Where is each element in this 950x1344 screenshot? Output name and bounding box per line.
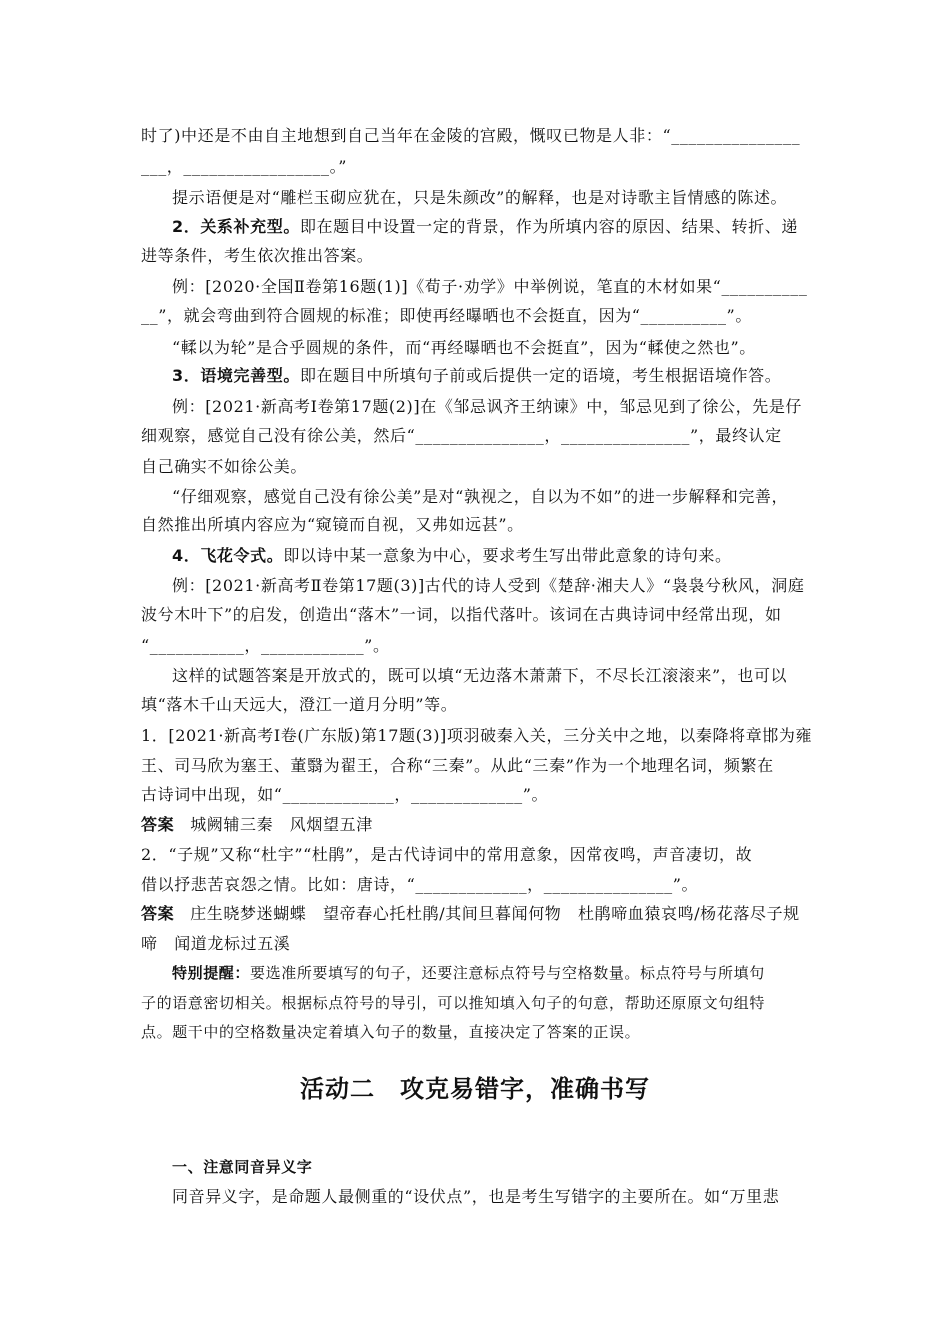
- answer-text: 城阙辅三秦 风烟望五津: [190, 815, 373, 834]
- text-line: 点。题干中的空格数量决定着填入句子的数量，直接决定了答案的正误。: [141, 1023, 641, 1041]
- text-line: “___________，____________”。: [141, 636, 390, 655]
- text-line: 细观察，感觉自己没有徐公美，然后“_______________，_______________”，最终认定: [141, 426, 782, 445]
- text-line: 这样的试题答案是开放式的，既可以填“无边落木萧萧下，不尽长江滚滚来”，也可以: [172, 666, 788, 685]
- text-line: 要选准所要填写的句子，还要注意标点符号与空格数量。标点符号与所填句: [250, 964, 765, 982]
- question-2: 2．“子规”又称“杜宇”“杜鹃”，是古代诗词中的常用意象，因常夜鸣，声音凄切，故: [141, 845, 753, 864]
- text-line: 例：[2020·全国Ⅱ卷第16题(1)]《荀子·劝学》中举例说，笔直的木材如果“__________: [172, 277, 808, 296]
- text-line: 提示语便是对“雕栏玉砌应犹在，只是朱颜改”的解释，也是对诗歌主旨情感的陈述。: [172, 188, 788, 207]
- tip-label: 特别提醒：: [172, 964, 251, 982]
- answer-text: 庄生晓梦迷蝴蝶 望帝春心托杜鹃/其间旦暮闻何物 杜鹃啼血猿哀鸣/杨花落尽子规: [190, 904, 800, 923]
- text-line: 即以诗中某一意象为中心，要求考生写出带此意象的诗句来。: [283, 546, 732, 565]
- text-line: 同音异义字，是命题人最侧重的“设伏点”，也是考生写错字的主要所在。如“万里悲: [172, 1187, 780, 1206]
- section-heading: 一、注意同音异义字: [172, 1158, 313, 1176]
- text-line: 古诗词中出现，如“_____________，_____________”。: [141, 785, 549, 804]
- tip-paragraph: [172, 963, 765, 983]
- text-line: 例：[2021·新高考Ⅰ卷第17题(2)]在《邹忌讽齐王纳谏》中，邹忌见到了徐公，先是仔: [172, 397, 803, 416]
- text-line: ___，_________________。”: [141, 157, 347, 176]
- text-line: 进等条件，考生依次推出答案。: [141, 246, 374, 265]
- text-line: 填“落木千山天远大，澄江一道月分明”等。: [141, 695, 458, 714]
- paragraph-type3: [172, 366, 781, 386]
- answer-1: [141, 815, 373, 835]
- text-line: 波兮木叶下”的启发，创造出“落木”一词，以指代落叶。该词在古典诗词中经常出现，如: [141, 605, 782, 624]
- answer-label: 答案: [141, 815, 175, 834]
- label-type3: 3．语境完善型。: [172, 366, 300, 385]
- text-line: 子的语意密切相关。根据标点符号的导引，可以推知填入句子的句意，帮助还原原文句组特: [141, 994, 766, 1012]
- label-type4: 4．飞花令式。: [172, 546, 284, 565]
- text-line: 即在题目中设置一定的背景，作为所填内容的原因、结果、转折、递: [299, 217, 798, 236]
- paragraph-type4: [172, 546, 732, 566]
- paragraph-type2: [172, 217, 798, 237]
- question-1: 1．[2021·新高考Ⅰ卷(广东版)第17题(3)]项羽破秦入关，三分关中之地，以秦降将章邯为雍: [141, 726, 813, 745]
- text-line: “仔细观察，感觉自己没有徐公美”是对“孰视之，自以为不如”的进一步解释和完善，: [172, 487, 789, 506]
- text-line: 借以抒悲苦哀怨之情。比如：唐诗，“_____________，_______________”。: [141, 875, 699, 894]
- text-line: 啼 闻道龙标过五溪: [141, 934, 291, 953]
- label-type2: 2．关系补充型。: [172, 217, 300, 236]
- activity-heading: 活动二 攻克易错字，准确书写: [300, 1075, 650, 1103]
- text-line: “輮以为轮”是合乎圆规的条件，而“再经曝晒也不会挺直”，因为“輮使之然也”。: [172, 338, 756, 357]
- answer-label: 答案: [141, 904, 175, 923]
- text-line: 自然推出所填内容应为“窥镜而自视，又弗如远甚”。: [141, 515, 524, 534]
- text-line: 即在题目中所填句子前或后提供一定的语境，考生根据语境作答。: [299, 366, 782, 385]
- answer-2: [141, 904, 800, 924]
- text-line: __”，就会弯曲到符合圆规的标准；即使再经曝晒也不会挺直，因为“__________”。: [141, 306, 752, 325]
- text-line: 自己确实不如徐公美。: [141, 457, 308, 476]
- text-line: 例：[2021·新高考Ⅱ卷第17题(3)]古代的诗人受到《楚辞·湘夫人》“袅袅兮秋风，洞庭: [172, 576, 805, 595]
- text-line: 王、司马欣为塞王、董翳为翟王，合称“三秦”。从此“三秦”作为一个地理名词，频繁在: [141, 756, 774, 775]
- text-line: 时了)中还是不由自主地想到自己当年在金陵的宫殿，慨叹已物是人非：“_______________: [141, 126, 801, 145]
